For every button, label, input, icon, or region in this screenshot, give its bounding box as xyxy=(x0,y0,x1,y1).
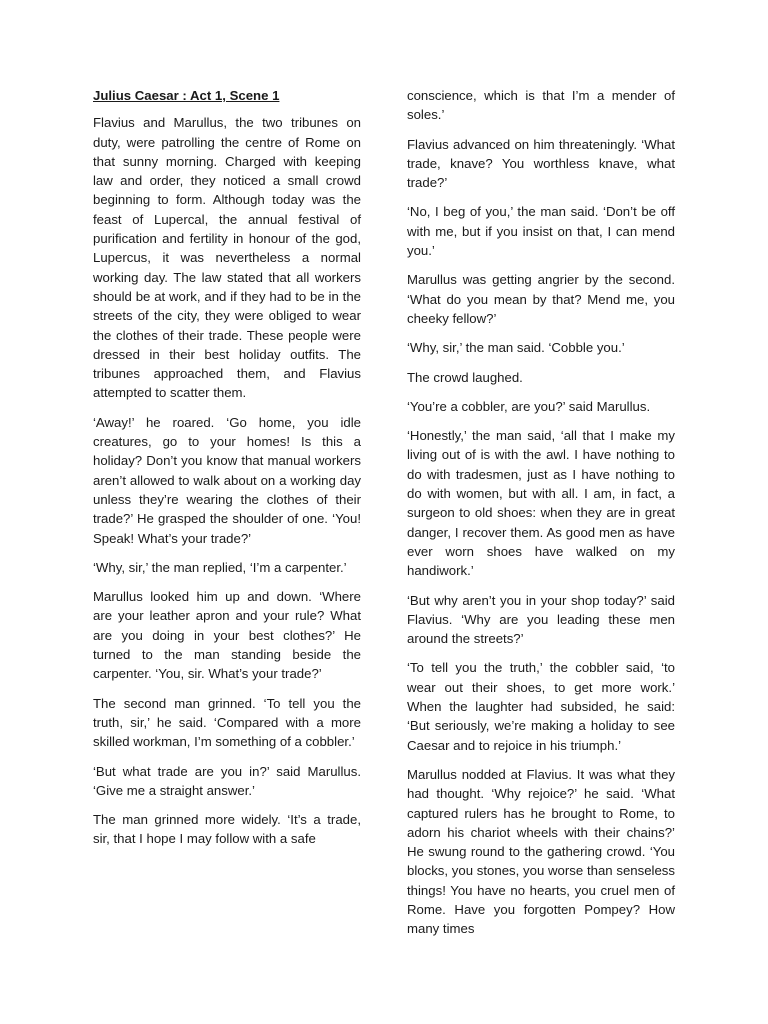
paragraph: ‘To tell you the truth,’ the cobbler said, ‘to wear out their shoes, to get more work.’ When the laughter had subsided, he said: ‘But seriously, we’re making a holiday to see Caesar and to rejoice in his triumph.’ xyxy=(407,660,675,753)
paragraph: Flavius and Marullus, the two tribunes on duty, were patrolling the centre of Rome on that sunny morning. Charged with keeping law and order, they noticed a small crowd beginning to form. Although today was the feast of Lupercal, the annual festival of purification and fertility in honour of the god, Lupercus, it was nevertheless a normal working day. The law stated that all workers should be at work, and if they had to be in the streets of the city, they were obliged to wear the clothes of their trade. These people were dressed in their best holiday outfits. The tribunes approached them, and Flavius attempted to scatter them. xyxy=(93,115,361,401)
paragraph: ‘Honestly,’ the man said, ‘all that I make my living out of is with the awl. I have nothing to do with tradesmen, just as I have nothing to do with women, but with all. I am, in fact, a surgeon to old shoes: when they are in great danger, I recover them. As good men as have ever worn shoes have walked on my handiwork.’ xyxy=(407,428,675,579)
paragraph: ‘Away!’ he roared. ‘Go home, you idle creatures, go to your homes! Is this a holiday? Don’t you know that manual workers aren’t allowed to walk about on a working day unless they’re wearing the clothes of their trade?’ He grasped the shoulder of one. ‘You! Speak! What’s your trade?’ xyxy=(93,414,361,546)
paragraph: The crowd laughed. xyxy=(407,369,523,385)
paragraph: ‘No, I beg of you,’ the man said. ‘Don’t be off with me, but if you insist on that, I can mend you.’ xyxy=(407,204,675,259)
paragraph: ‘Why, sir,’ the man said. ‘Cobble you.’ xyxy=(407,340,625,356)
paragraph: conscience, which is that I’m a mender of soles.’ xyxy=(407,88,675,123)
paragraph: The second man grinned. ‘To tell you the truth, sir,’ he said. ‘Compared with a more skilled workman, I’m something of a cobbler.’ xyxy=(93,695,361,750)
paragraph: Marullus looked him up and down. ‘Where are your leather apron and your rule? What are you doing in your best clothes?’ He turned to the man standing beside the carpenter. ‘You, sir. What’s your trade?’ xyxy=(93,589,361,682)
paragraph: Marullus was getting angrier by the second. ‘What do you mean by that? Mend me, you cheeky fellow?’ xyxy=(407,272,675,326)
paragraph: ‘You’re a cobbler, are you?’ said Marullus. xyxy=(407,398,651,414)
paragraph: ‘But why aren’t you in your shop today?’ said Flavius. ‘Why are you leading these men around the streets?’ xyxy=(407,592,675,647)
left-column xyxy=(93,86,361,859)
paragraph: Marullus nodded at Flavius. It was what they had thought. ‘Why rejoice?’ he said. ‘What captured rulers has he brought to Rome, to adorn his chariot wheels with their chains?’ He swung round to the gathering crowd. ‘You blocks, you stones, you worse than senseless things! You have no hearts, you cruel men of Rome. Have you forgotten Pompey? How many times xyxy=(407,766,675,937)
paragraph: The man grinned more widely. ‘It’s a trade, sir, that I hope I may follow with a safe xyxy=(93,812,361,847)
paragraph: Flavius advanced on him threateningly. ‘What trade, knave? You worthless knave, what trade?’ xyxy=(407,136,675,191)
paragraph: ‘Why, sir,’ the man replied, ‘I’m a carpenter.’ xyxy=(93,559,347,575)
paragraph: ‘But what trade are you in?’ said Marullus. ‘Give me a straight answer.’ xyxy=(93,763,361,798)
document-title: Julius Caesar : Act 1, Scene 1 xyxy=(93,88,280,103)
right-column xyxy=(407,86,675,949)
